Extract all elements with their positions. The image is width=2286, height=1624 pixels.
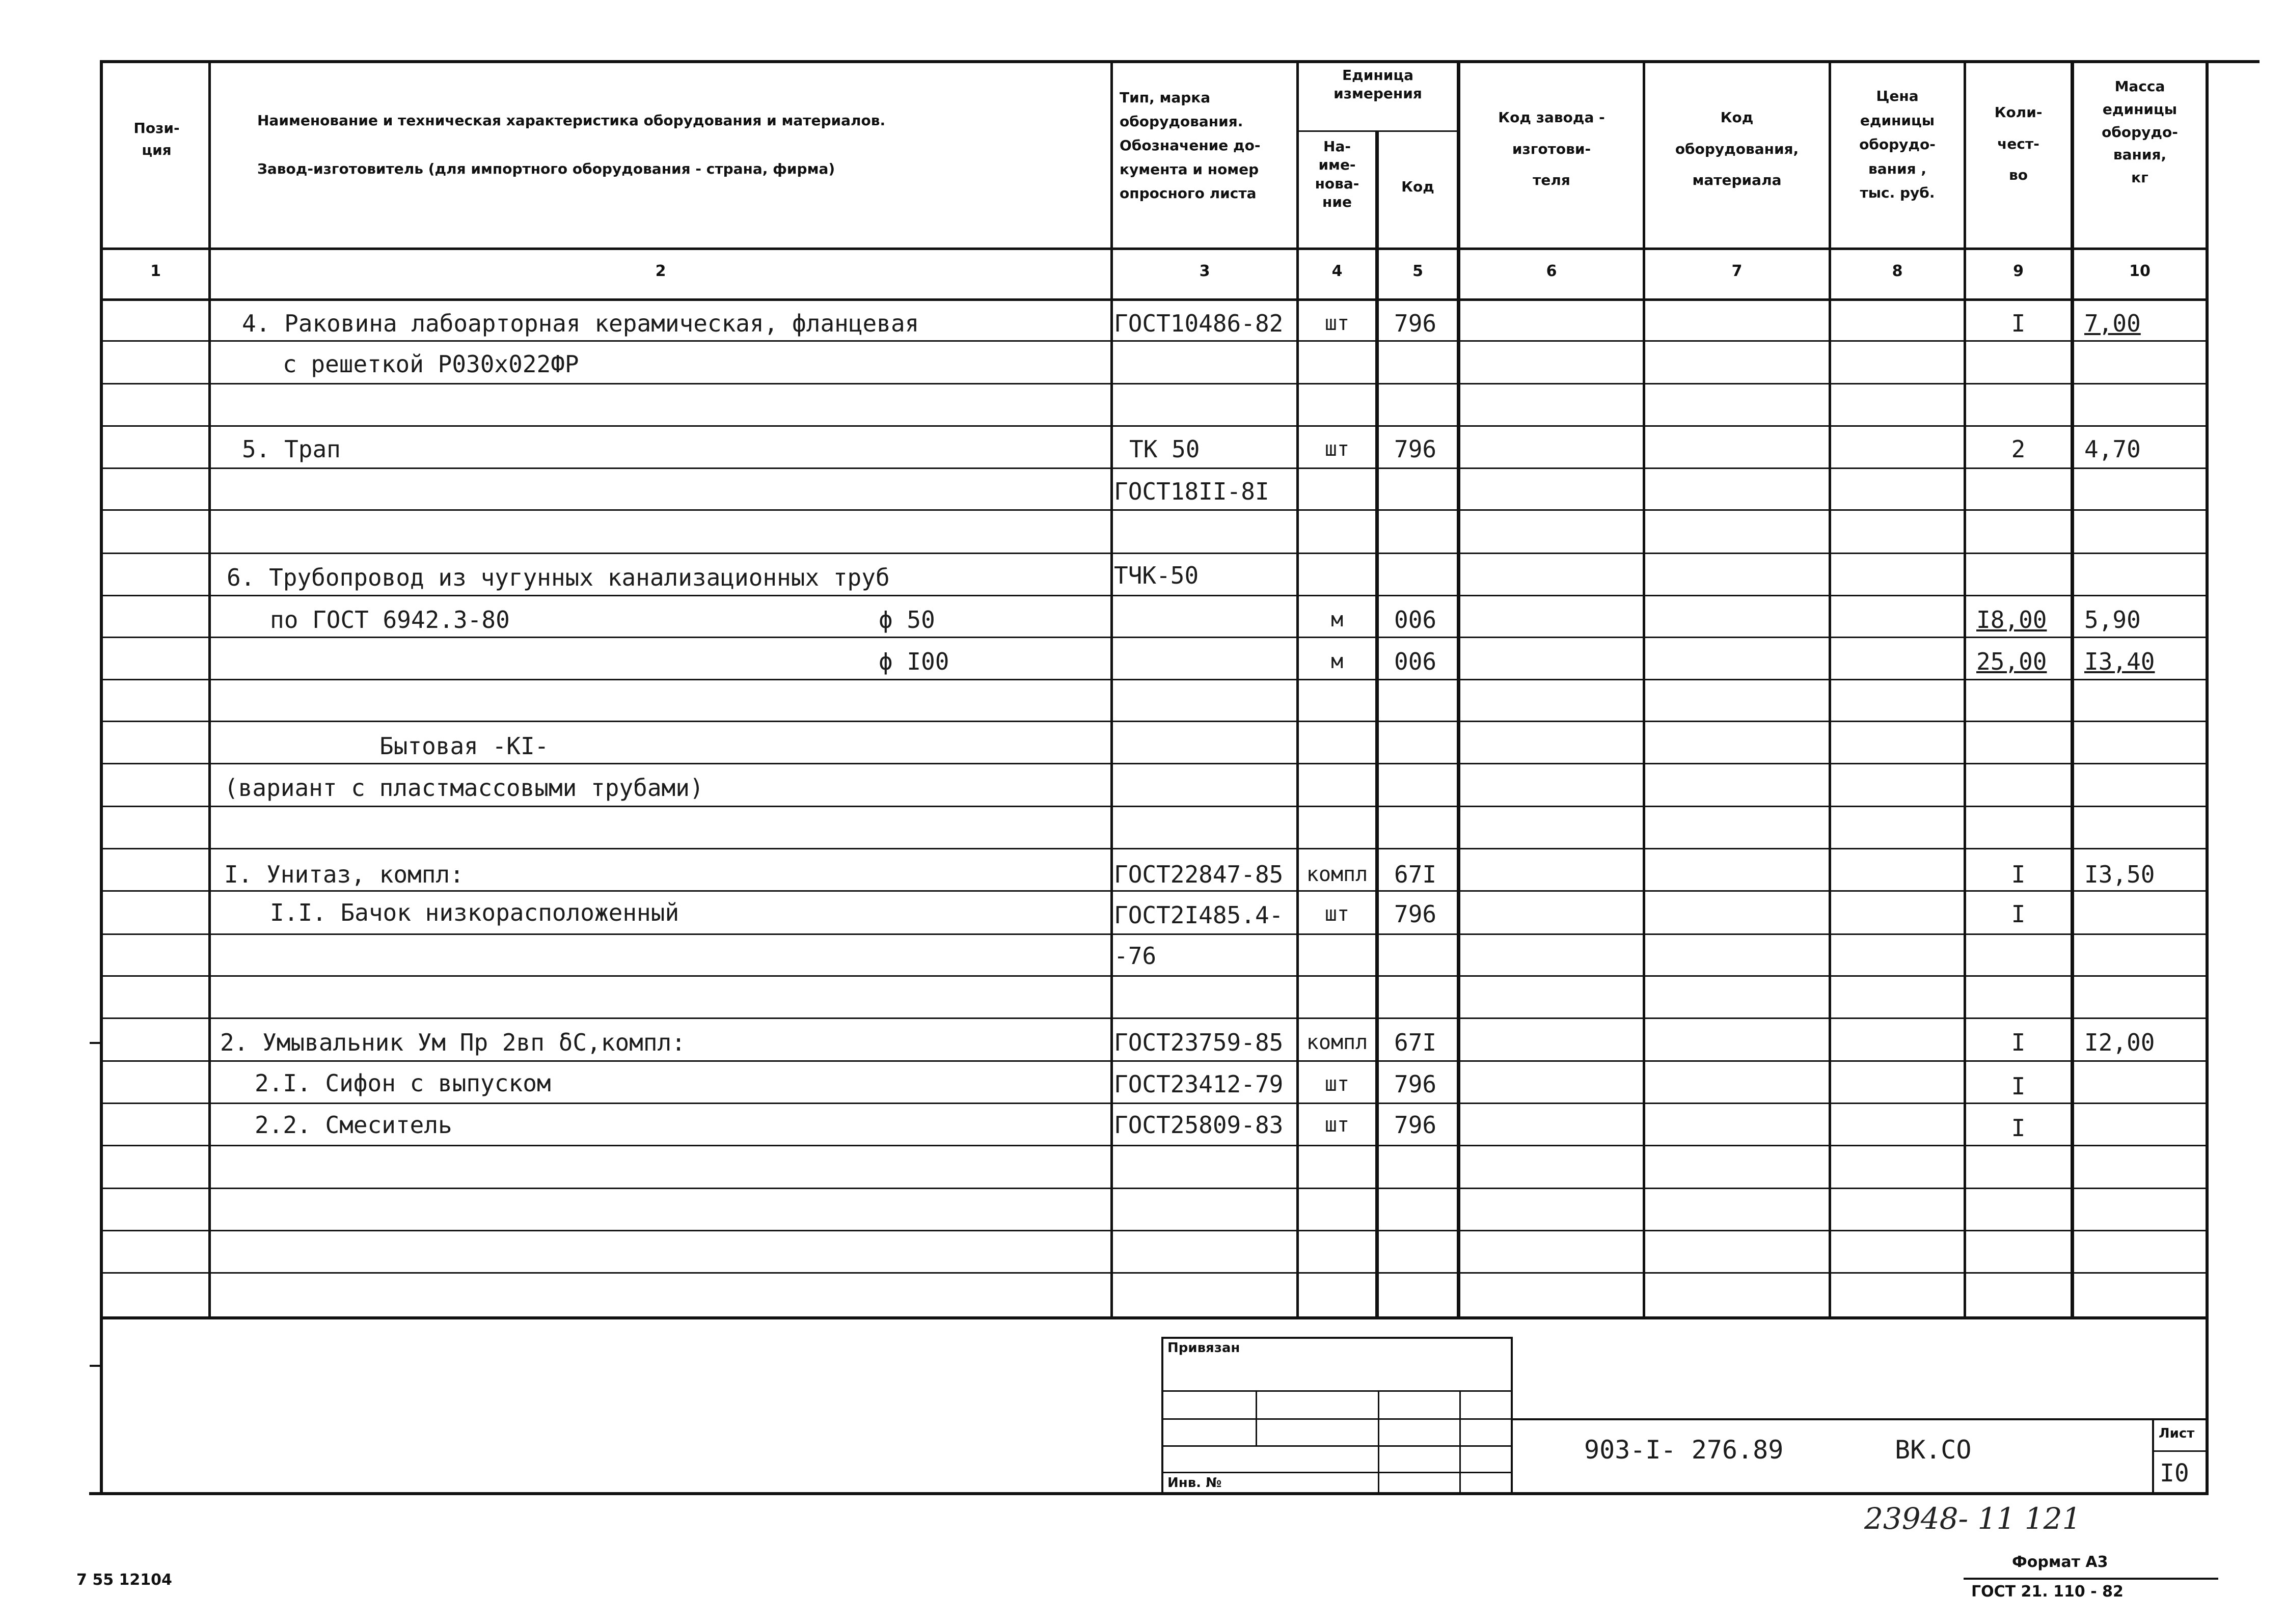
row-name: 5. Трап: [242, 435, 341, 463]
row-type: ГОСТ23759-85: [1114, 1029, 1284, 1056]
row-divider: [100, 637, 2209, 638]
column-number-5: 5: [1412, 262, 1423, 280]
row-divider: [100, 1103, 2209, 1104]
row-unit: м: [1330, 608, 1344, 631]
row-name: I.I. Бачок низкорасположенный: [270, 899, 679, 926]
row-type: ГОСТ23412-79: [1114, 1070, 1284, 1098]
row-divider: [100, 595, 2209, 596]
stamp-vline: [1256, 1390, 1257, 1446]
row-qty: 25,00: [1976, 648, 2047, 675]
row-divider: [100, 383, 2209, 384]
row-name: 2.I. Сифон с выпуском: [255, 1069, 551, 1097]
column-number-8: 8: [1892, 262, 1903, 280]
row-divider: [100, 1060, 2209, 1062]
row-code: 796: [1394, 435, 1437, 463]
row-name: 6. Трубопровод из чугунных канализационных труб: [227, 564, 890, 591]
row-mass: I3,50: [2084, 861, 2155, 888]
row-name: 2.2. Смеситель: [255, 1111, 452, 1139]
col-line-9: [2071, 60, 2074, 1319]
row-unit: компл: [1306, 863, 1368, 886]
header-equipment-code: Код оборудования, материала: [1675, 109, 1799, 189]
row-divider: [100, 975, 2209, 977]
row-unit: шт: [1324, 1113, 1350, 1137]
row-code: 796: [1394, 310, 1437, 337]
stamp-vline: [1378, 1390, 1379, 1495]
row-type: ТК 50: [1129, 435, 1200, 463]
header-factory-code: Код завода - изготови- теля: [1498, 109, 1605, 189]
row-code: 67I: [1394, 861, 1437, 888]
row-divider: [100, 1188, 2209, 1189]
header-mass: Масса единицы оборудо- вания, кг: [2102, 78, 2178, 186]
row-name: 2. Умывальник Ум Пр 2вп δС,компл:: [220, 1029, 686, 1056]
row-qty: I8,00: [1976, 606, 2047, 634]
frame-bottom-border: [89, 1492, 2209, 1495]
row-type: ГОСТ2I485.4-: [1114, 901, 1284, 929]
row-divider: [100, 1145, 2209, 1146]
document-section: ВК.СО: [1895, 1435, 1972, 1465]
col-line-4: [1375, 130, 1379, 1319]
row-divider: [100, 806, 2209, 807]
row-divider: [100, 933, 2209, 935]
footer-left-code: 7 55 12104: [76, 1571, 172, 1589]
header-name-line1: Наименование и техническая характеристика оборудования и материалов.: [257, 112, 886, 129]
sheet-number: I0: [2160, 1459, 2189, 1488]
stamp-privyazan-label: Привязан: [1167, 1340, 1240, 1356]
row-divider: [100, 890, 2209, 892]
sheet-box-left: [2152, 1418, 2154, 1495]
row-qty: I: [2011, 861, 2026, 888]
row-divider: [100, 679, 2209, 680]
row-mass: I2,00: [2084, 1029, 2155, 1056]
footer-gost: ГОСТ 21. 110 - 82: [1971, 1583, 2124, 1601]
header-position: Пози- ция: [133, 120, 180, 159]
column-number-7: 7: [1731, 262, 1743, 280]
stamp-inv-label: Инв. №: [1167, 1475, 1222, 1491]
header-bottom-border: [100, 247, 2209, 250]
row-unit: м: [1330, 650, 1344, 673]
row-qty: I: [2011, 310, 2026, 337]
row-divider: [100, 1230, 2209, 1231]
row-divider: [100, 553, 2209, 554]
row-type: ГОСТ22847-85: [1114, 861, 1284, 888]
row-unit: компл: [1306, 1031, 1368, 1054]
column-number-2: 2: [655, 262, 666, 280]
row-unit: шт: [1324, 902, 1350, 926]
row-qty: I: [2011, 1029, 2026, 1056]
column-number-6: 6: [1546, 262, 1557, 280]
stamp-main-top: [1513, 1418, 2209, 1420]
section-title: Бытовая -КI-: [379, 732, 549, 760]
col-line-6: [1643, 60, 1645, 1319]
row-divider: [100, 425, 2209, 427]
header-type: Тип, марка оборудования. Обозначение до- кумента и номер опросного листа: [1120, 89, 1261, 202]
footer-format: Формат А3: [2012, 1553, 2108, 1571]
row-divider: [100, 509, 2209, 511]
header-unit-group: Единица измерения: [1334, 67, 1422, 102]
row-qty: 2: [2011, 435, 2026, 463]
handwritten-archive-number: 23948- 11 121: [1864, 1501, 2081, 1536]
row-name: I. Унитаз, компл:: [224, 861, 464, 888]
header-price: Цена единицы оборудо- вания , тыс. руб.: [1859, 88, 1936, 202]
column-number-9: 9: [2013, 262, 2024, 280]
row-name: с решеткой Р030х022ФР: [283, 350, 579, 378]
sheet-label: Лист: [2159, 1426, 2195, 1441]
section-subtitle: (вариант с пластмассовыми трубами): [224, 774, 704, 802]
column-number-10: 10: [2129, 262, 2151, 280]
row-divider: [100, 340, 2209, 342]
row-qty: I: [2011, 1114, 2026, 1142]
row-mass: 7,00: [2084, 310, 2141, 337]
header-unit-code: Код: [1401, 178, 1434, 195]
row-mass: 5,90: [2084, 606, 2141, 634]
row-code: 006: [1394, 606, 1437, 634]
row-type: -76: [1114, 942, 1157, 970]
row-qty: I: [2011, 900, 2026, 928]
row-type: ТЧК-50: [1114, 562, 1199, 589]
header-name-line2: Завод-изготовитель (для импортного оборудования - страна, фирма): [257, 160, 835, 177]
row-code: 796: [1394, 900, 1437, 928]
row-code: 006: [1394, 648, 1437, 675]
row-divider: [100, 1017, 2209, 1019]
header-unit-name: На- име- нова- ние: [1315, 138, 1359, 211]
column-number-4: 4: [1331, 262, 1343, 280]
row-mass: 4,70: [2084, 435, 2141, 463]
row-diameter: ϕ 50: [879, 606, 935, 634]
row-name: по ГОСТ 6942.3-80: [270, 606, 510, 634]
row-divider: [100, 848, 2209, 849]
document-designation: 903-I- 276.89: [1584, 1435, 1784, 1465]
row-unit: шт: [1324, 1072, 1350, 1096]
row-qty: I: [2011, 1072, 2026, 1100]
table-top-border: [100, 60, 2260, 63]
col-line-5: [1457, 60, 1460, 1319]
row-type: ГОСТ10486-82: [1114, 310, 1284, 337]
header-quantity: Коли- чест- во: [1994, 104, 2043, 184]
row-diameter: ϕ I00: [879, 648, 949, 675]
row-type: ГОСТ18II-8I: [1114, 478, 1269, 505]
stamp-vline: [1459, 1390, 1461, 1495]
footer-rule: [1964, 1578, 2218, 1580]
row-divider: [100, 721, 2209, 722]
sheet-box-divider: [2152, 1450, 2209, 1452]
margin-tick: [90, 1365, 101, 1367]
row-code: 67I: [1394, 1029, 1437, 1056]
row-divider: [100, 467, 2209, 469]
row-code: 796: [1394, 1070, 1437, 1098]
row-unit: шт: [1324, 312, 1350, 335]
col-line-1: [208, 60, 211, 1319]
row-name: 4. Раковина лабоарторная керамическая, фланцевая: [242, 310, 919, 337]
row-code: 796: [1394, 1111, 1437, 1139]
margin-tick: [90, 1042, 101, 1044]
col-line-10: [2206, 60, 2209, 1495]
row-mass: I3,40: [2084, 648, 2155, 675]
table-bottom-border: [100, 1316, 2209, 1319]
col-line-7: [1829, 60, 1831, 1319]
row-type: ГОСТ25809-83: [1114, 1111, 1284, 1139]
column-number-bottom-border: [100, 298, 2209, 301]
column-number-3: 3: [1199, 262, 1210, 280]
row-divider: [100, 763, 2209, 764]
row-divider: [100, 1272, 2209, 1274]
column-number-1: 1: [150, 262, 161, 280]
row-unit: шт: [1324, 437, 1350, 461]
col-line-2: [1110, 60, 1113, 1319]
